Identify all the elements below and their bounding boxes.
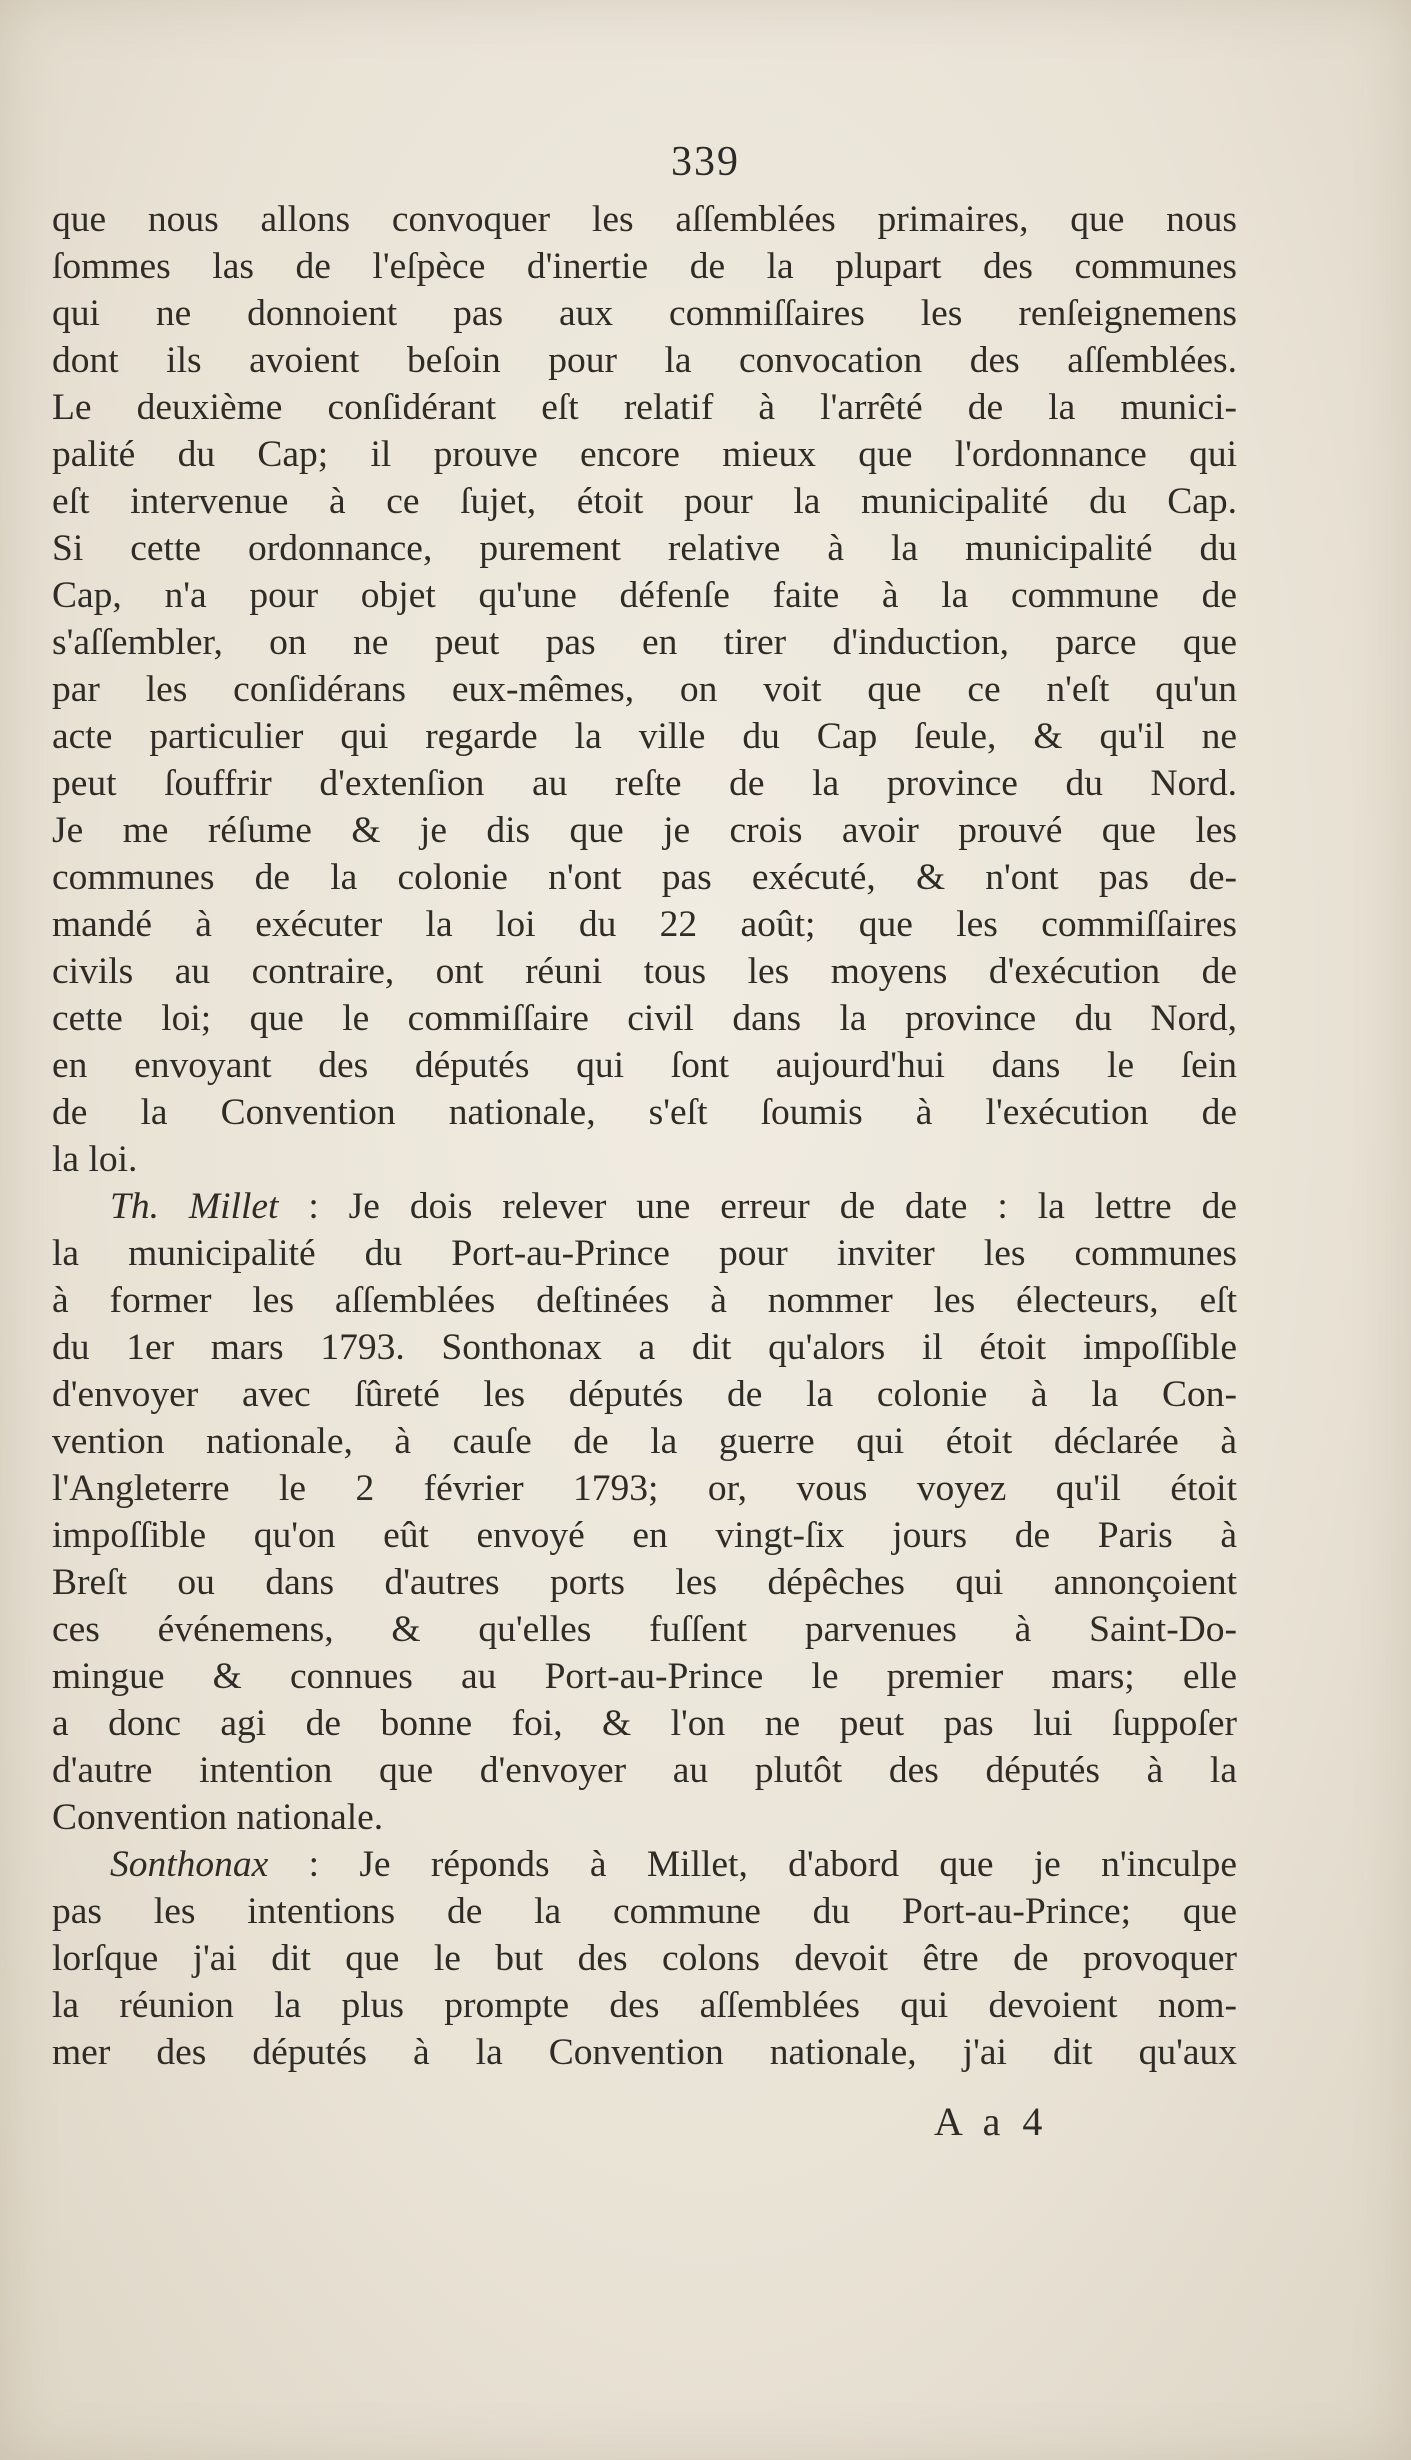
text-line: Je me réſume & je dis que je crois avoir prouvé que les [52, 810, 1237, 851]
text-line: la réunion la plus prompte des aſſemblées qui devoient nom- [52, 1985, 1237, 2026]
paragraph-3 [52, 1841, 1237, 2076]
text-line: mingue & connues au Port-au-Prince le premier mars; elle [52, 1656, 1237, 1697]
signature-mark: A a 4 [934, 2099, 1049, 2144]
speaker-line-text: : Je dois relever une erreur de date : la lettre de [278, 1186, 1237, 1227]
body-text [52, 196, 1237, 2076]
text-line: s'aſſembler, on ne peut pas en tirer d'induction, parce que [52, 622, 1237, 663]
text-line: Si cette ordonnance, purement relative à la municipalité du [52, 528, 1237, 569]
text-line: Le deuxième conſidérant eſt relatif à l'arrêté de la munici- [52, 387, 1237, 428]
text-line: eſt intervenue à ce ſujet, étoit pour la municipalité du Cap. [52, 481, 1237, 522]
text-line: par les conſidérans eux-mêmes, on voit que ce n'eſt qu'un [52, 669, 1237, 710]
text-line: a donc agi de bonne foi, & l'on ne peut pas lui ſuppoſer [52, 1703, 1237, 1744]
text-line: palité du Cap; il prouve encore mieux que l'ordonnance qui [52, 434, 1237, 475]
text-line: la loi. [52, 1139, 138, 1180]
text-line: d'envoyer avec ſûreté les députés de la colonie à la Con- [52, 1374, 1237, 1415]
text-line: l'Angleterre le 2 février 1793; or, vous voyez qu'il étoit [52, 1468, 1237, 1509]
text-line: la municipalité du Port-au-Prince pour inviter les communes [52, 1233, 1237, 1274]
text-line: dont ils avoient beſoin pour la convocation des aſſemblées. [52, 340, 1237, 381]
text-line: en envoyant des députés qui ſont aujourd'hui dans le ſein [52, 1045, 1237, 1086]
text-line: pas les intentions de la commune du Port-au-Prince; que [52, 1891, 1237, 1932]
text-line: d'autre intention que d'envoyer au plutôt des députés à la [52, 1750, 1237, 1791]
text-line: communes de la colonie n'ont pas exécuté, & n'ont pas de- [52, 857, 1237, 898]
text-line: de la Convention nationale, s'eſt ſoumis à l'exécution de [52, 1092, 1237, 1133]
text-line: civils au contraire, ont réuni tous les moyens d'exécution de [52, 951, 1237, 992]
text-line [52, 1183, 1237, 1230]
text-line: cette loi; que le commiſſaire civil dans la province du Nord, [52, 998, 1237, 1039]
text-line: Cap, n'a pour objet qu'une défenſe faite à la commune de [52, 575, 1237, 616]
text-line: lorſque j'ai dit que le but des colons devoit être de provoquer [52, 1938, 1237, 1979]
text-line: Breſt ou dans d'autres ports les dépêches qui annonçoient [52, 1562, 1237, 1603]
text-line: à former les aſſemblées deſtinées à nommer les électeurs, eſt [52, 1280, 1237, 1321]
text-line: ces événemens, & qu'elles fuſſent parvenues à Saint-Do- [52, 1609, 1237, 1650]
text-line: ſommes las de l'eſpèce d'inertie de la plupart des communes [52, 246, 1237, 287]
page-number: 339 [671, 139, 740, 185]
speaker-name: Th. Millet [110, 1186, 279, 1227]
text-line: vention nationale, à cauſe de la guerre qui étoit déclarée à [52, 1421, 1237, 1462]
text-line: mer des députés à la Convention nationale, j'ai dit qu'aux [52, 2032, 1237, 2073]
text-line: acte particulier qui regarde la ville du Cap ſeule, & qu'il ne [52, 716, 1237, 757]
text-line: impoſſible qu'on eût envoyé en vingt-ſix jours de Paris à [52, 1515, 1237, 1556]
speaker-name: Sonthonax [110, 1844, 269, 1885]
text-line [52, 1841, 1237, 1888]
text-line: Convention nationale. [52, 1797, 384, 1838]
paragraph-1 [52, 196, 1237, 1183]
text-line: mandé à exécuter la loi du 22 août; que les commiſſaires [52, 904, 1237, 945]
text-line: du 1er mars 1793. Sonthonax a dit qu'alors il étoit impoſſible [52, 1327, 1237, 1368]
text-line: peut ſouffrir d'extenſion au reſte de la province du Nord. [52, 763, 1237, 804]
paragraph-2 [52, 1183, 1237, 1841]
text-line: que nous allons convoquer les aſſemblées primaires, que nous [52, 199, 1237, 240]
speaker-line-text: : Je réponds à Millet, d'abord que je n'inculpe [268, 1844, 1237, 1885]
text-line: qui ne donnoient pas aux commiſſaires les renſeignemens [52, 293, 1237, 334]
